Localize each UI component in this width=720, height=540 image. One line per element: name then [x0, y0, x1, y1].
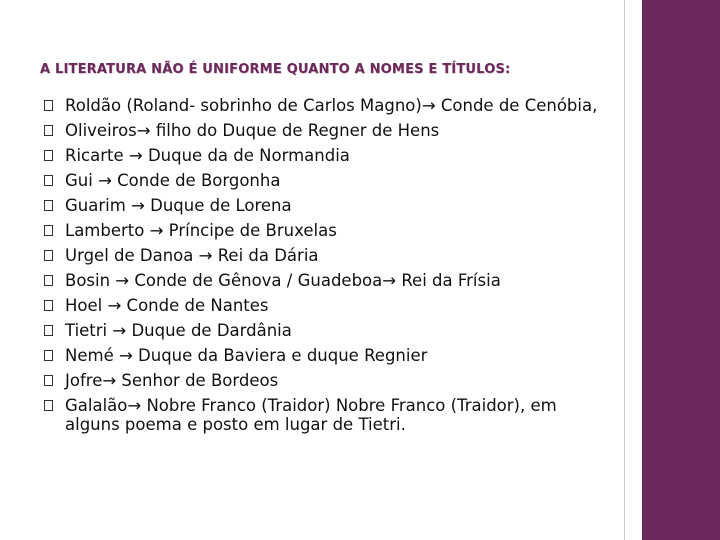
- list-item-text: Nemé → Duque da Baviera e duque Regnier: [65, 346, 428, 365]
- bullet-square-icon: [44, 175, 53, 186]
- bullet-square-icon: [44, 325, 53, 336]
- list-item: [44, 396, 604, 434]
- list-item-text: Ricarte → Duque da de Normandia: [65, 146, 350, 165]
- list-item-text: Jofre→ Senhor de Bordeos: [65, 371, 279, 390]
- list-item-text: Roldão (Roland- sobrinho de Carlos Magno)→ Conde de Cenóbia,: [65, 96, 598, 115]
- slide-title: A LITERATURA NÃO É UNIFORME QUANTO A NOMES E TÍTULOS:: [40, 62, 511, 77]
- list-item: [44, 296, 604, 315]
- bullet-square-icon: [44, 275, 53, 286]
- list-item: [44, 171, 604, 190]
- list-item: [44, 371, 604, 390]
- list-item-text: Bosin → Conde de Gênova / Guadeboa→ Rei da Frísia: [65, 271, 501, 290]
- list-item: [44, 321, 604, 340]
- bullet-square-icon: [44, 400, 53, 411]
- list-item-text: Urgel de Danoa → Rei da Dária: [65, 246, 319, 265]
- list-item-text: Hoel → Conde de Nantes: [65, 296, 269, 315]
- bullet-square-icon: [44, 200, 53, 211]
- list-item: [44, 146, 604, 165]
- bullet-square-icon: [44, 250, 53, 261]
- list-item: [44, 196, 604, 215]
- list-item-text: Guarim → Duque de Lorena: [65, 196, 292, 215]
- bullet-square-icon: [44, 375, 53, 386]
- list-item: [44, 271, 604, 290]
- list-item: [44, 221, 604, 240]
- list-item: [44, 121, 604, 140]
- bullet-square-icon: [44, 300, 53, 311]
- bullet-square-icon: [44, 225, 53, 236]
- list-item: [44, 346, 604, 365]
- list-item: [44, 246, 604, 265]
- list-item-text: Tietri → Duque de Dardânia: [65, 321, 292, 340]
- bullet-square-icon: [44, 150, 53, 161]
- bullet-list: [44, 96, 604, 440]
- side-color-band: [642, 0, 720, 540]
- bullet-square-icon: [44, 350, 53, 361]
- side-divider-line: [624, 0, 625, 540]
- bullet-square-icon: [44, 125, 53, 136]
- list-item-text: Galalão→ Nobre Franco (Traidor) Nobre Franco (Traidor), em alguns poema e posto em lugar de Tietri.: [65, 396, 557, 434]
- list-item-text: Gui → Conde de Borgonha: [65, 171, 281, 190]
- list-item-text: Oliveiros→ filho do Duque de Regner de Hens: [65, 121, 440, 140]
- list-item: [44, 96, 604, 115]
- bullet-square-icon: [44, 100, 53, 111]
- list-item-text: Lamberto → Príncipe de Bruxelas: [65, 221, 337, 240]
